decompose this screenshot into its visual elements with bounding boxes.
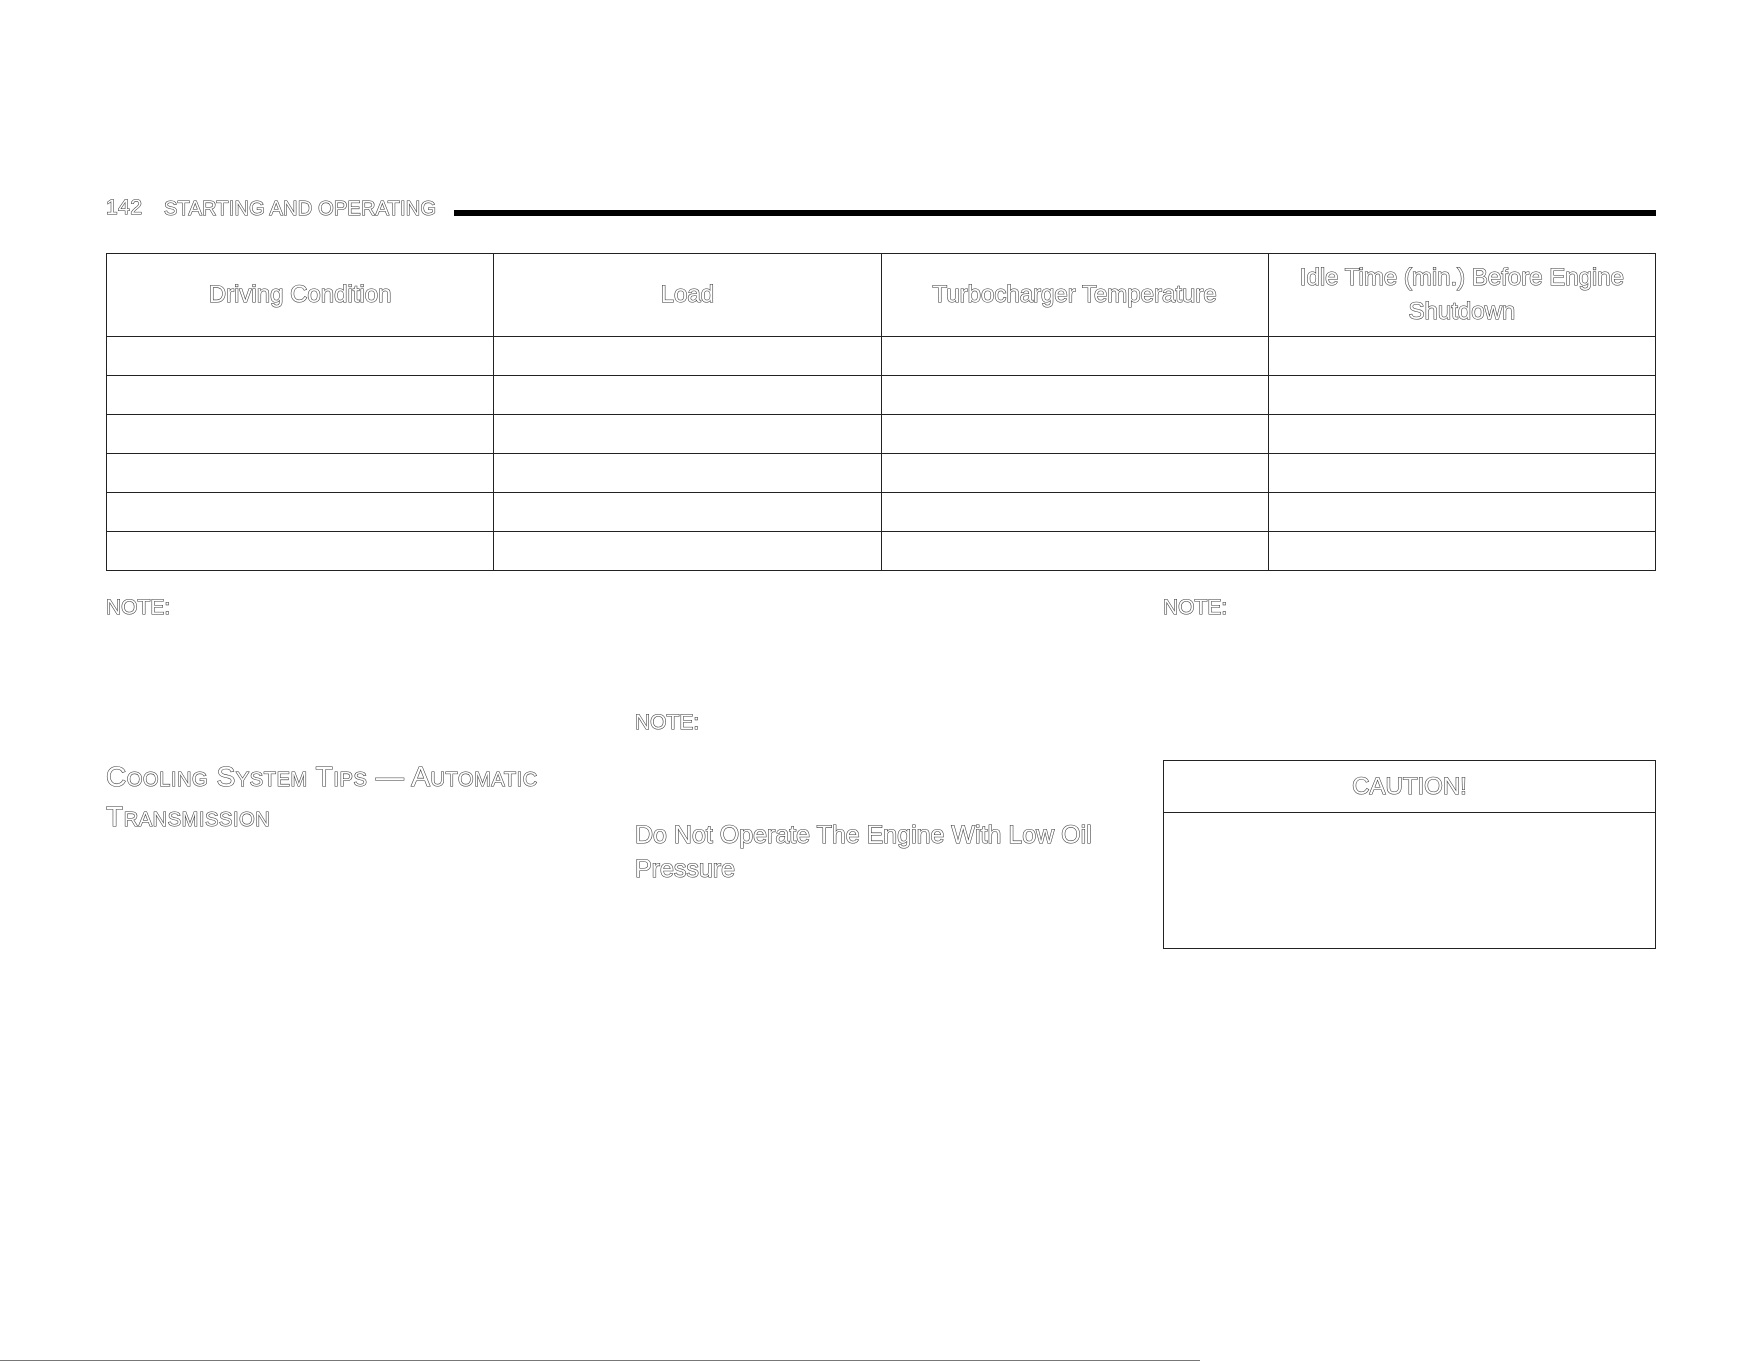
table-cell <box>494 415 881 454</box>
table-row <box>107 493 1656 532</box>
page-number: 142 <box>106 196 143 219</box>
table-cell <box>881 532 1268 571</box>
column-header-turbocharger-temperature: Turbocharger Temperature <box>881 254 1268 337</box>
header-rule <box>454 210 1656 216</box>
table-row <box>107 376 1656 415</box>
table-cell <box>107 415 494 454</box>
table-cell <box>1268 376 1655 415</box>
table-cell <box>881 415 1268 454</box>
column-header-idle-time: Idle Time (min.) Before Engine Shutdown <box>1268 254 1655 337</box>
table-row <box>107 415 1656 454</box>
idle-time-table <box>106 253 1656 571</box>
caution-title: CAUTION! <box>1164 761 1655 813</box>
low-oil-pressure-heading: Do Not Operate The Engine With Low Oil Pressure <box>635 821 1092 883</box>
table-cell <box>494 376 881 415</box>
cooling-system-heading: Cooling System Tips — Automatic Transmission <box>106 761 538 832</box>
table-row <box>107 454 1656 493</box>
column-header-load: Load <box>494 254 881 337</box>
table-header-row <box>107 254 1656 337</box>
table-cell <box>107 337 494 376</box>
table-cell <box>107 376 494 415</box>
note-label-right: NOTE: <box>1163 596 1228 619</box>
table-cell <box>1268 337 1655 376</box>
caution-box <box>1163 760 1656 949</box>
section-title: STARTING AND OPERATING <box>164 198 437 220</box>
table-cell <box>494 454 881 493</box>
table-row <box>107 532 1656 571</box>
table-cell <box>881 493 1268 532</box>
table-cell <box>881 454 1268 493</box>
column-header-driving-condition: Driving Condition <box>107 254 494 337</box>
table-cell <box>881 376 1268 415</box>
table-row <box>107 337 1656 376</box>
table-cell <box>494 532 881 571</box>
table-cell <box>1268 493 1655 532</box>
table-cell <box>494 493 881 532</box>
note-label-left: NOTE: <box>106 596 171 619</box>
table-cell <box>1268 454 1655 493</box>
table-cell <box>881 337 1268 376</box>
table-cell <box>494 337 881 376</box>
table-cell <box>107 532 494 571</box>
table-cell <box>107 454 494 493</box>
note-label-middle: NOTE: <box>635 711 700 734</box>
table-cell <box>1268 415 1655 454</box>
table-cell <box>107 493 494 532</box>
page-header <box>106 194 1656 224</box>
table-cell <box>1268 532 1655 571</box>
